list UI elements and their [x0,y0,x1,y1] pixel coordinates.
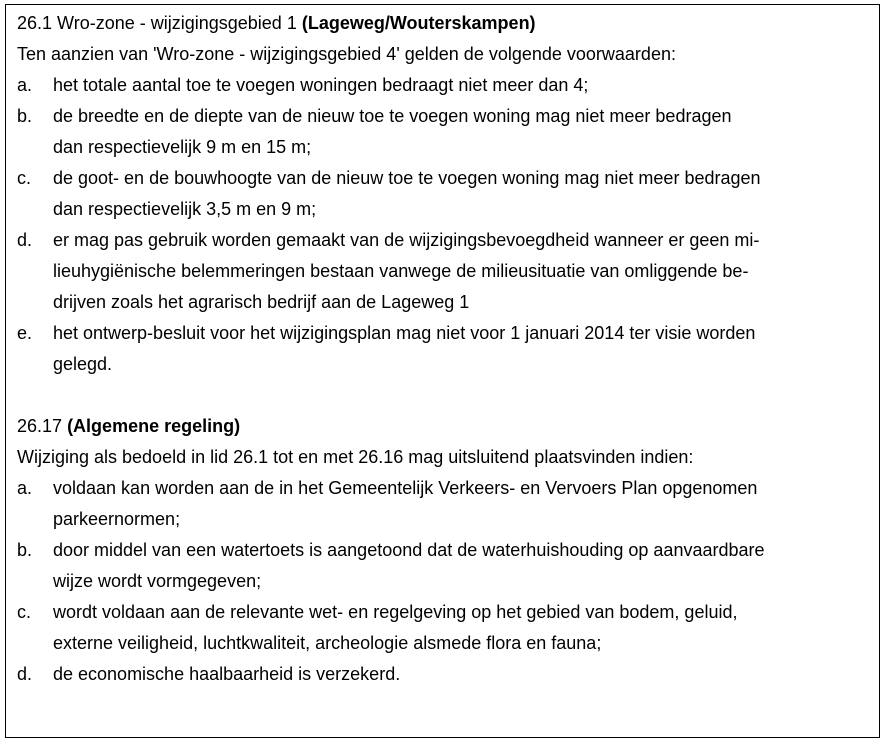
list-item-label: e. [17,323,33,343]
list-item [17,659,867,690]
list-item [17,70,867,101]
section-1-list [17,70,867,380]
section-1-title-bold: (Lageweg/Wouterskampen) [301,13,536,33]
list-item-text [53,473,867,535]
list-item [17,101,867,163]
list-item-line: er mag pas gebruik worden gemaakt van de wijzigingsbevoegdheid wanneer er geen mi- [53,230,760,250]
list-item-text [53,318,867,380]
list-item-text [53,597,867,659]
list-item [17,163,867,225]
list-item-text [53,225,867,318]
section-1-heading [17,8,867,39]
section-1-title: Wro-zone - wijzigingsgebied 1 [52,13,302,33]
list-item-line: drijven zoals het agrarisch bedrijf aan de Lageweg 1 [53,292,470,312]
section-1-intro: Ten aanzien van 'Wro-zone - wijzigingsgebied 4' gelden de volgende voorwaarden: [17,44,676,64]
list-item [17,535,867,597]
section-1-number: 26.1 [17,13,53,33]
list-item-text [53,163,867,225]
list-item-line: door middel van een watertoets is aangetoond dat de waterhuishouding op aanvaardbare [53,540,765,560]
list-item-line: externe veiligheid, luchtkwaliteit, archeologie alsmede flora en fauna; [53,633,602,653]
list-item-line: dan respectievelijk 3,5 m en 9 m; [53,199,317,219]
list-item-text [53,535,867,597]
list-item-line: wordt voldaan aan de relevante wet- en regelgeving op het gebied van bodem, geluid, [53,602,738,622]
list-item-line: de goot- en de bouwhoogte van de nieuw toe te voegen woning mag niet meer bedragen [53,168,761,188]
section-2-number: 26.17 [17,416,63,436]
list-item-line: parkeernormen; [53,509,181,529]
list-item [17,473,867,535]
list-item-line: gelegd. [53,354,113,374]
list-item-line: voldaan kan worden aan de in het Gemeentelijk Verkeers- en Vervoers Plan opgenomen [53,478,758,498]
list-item [17,318,867,380]
list-item-line: dan respectievelijk 9 m en 15 m; [53,137,312,157]
list-item-label: a. [17,478,33,498]
list-item-label: d. [17,664,33,684]
section-2-intro: Wijziging als bedoeld in lid 26.1 tot en met 26.16 mag uitsluitend plaatsvinden indien: [17,447,694,467]
list-item-line: de economische haalbaarheid is verzekerd. [53,664,401,684]
list-item [17,225,867,318]
list-item-label: a. [17,75,33,95]
list-item-line: het ontwerp-besluit voor het wijzigingsplan mag niet voor 1 januari 2014 ter visie worden [53,323,756,343]
list-item-label: c. [17,602,32,622]
document-content [17,8,867,690]
list-item-line: lieuhygiënische belemmeringen bestaan vanwege de milieusituatie van omliggende be- [53,261,749,281]
list-item-text [53,70,867,101]
list-item-label: c. [17,168,32,188]
list-item-label: b. [17,106,33,126]
list-item-line: het totale aantal toe te voegen woningen bedraagt niet meer dan 4; [53,75,589,95]
list-item [17,597,867,659]
list-item-label: d. [17,230,33,250]
section-2-heading [17,411,867,442]
section-2-list [17,473,867,690]
section-2-title-bold: (Algemene regeling) [67,416,241,436]
list-item-line: de breedte en de diepte van de nieuw toe te voegen woning mag niet meer bedragen [53,106,732,126]
list-item-text [53,659,867,690]
list-item-line: wijze wordt vormgegeven; [53,571,262,591]
section-spacer [17,380,867,411]
list-item-text [53,101,867,163]
list-item-label: b. [17,540,33,560]
